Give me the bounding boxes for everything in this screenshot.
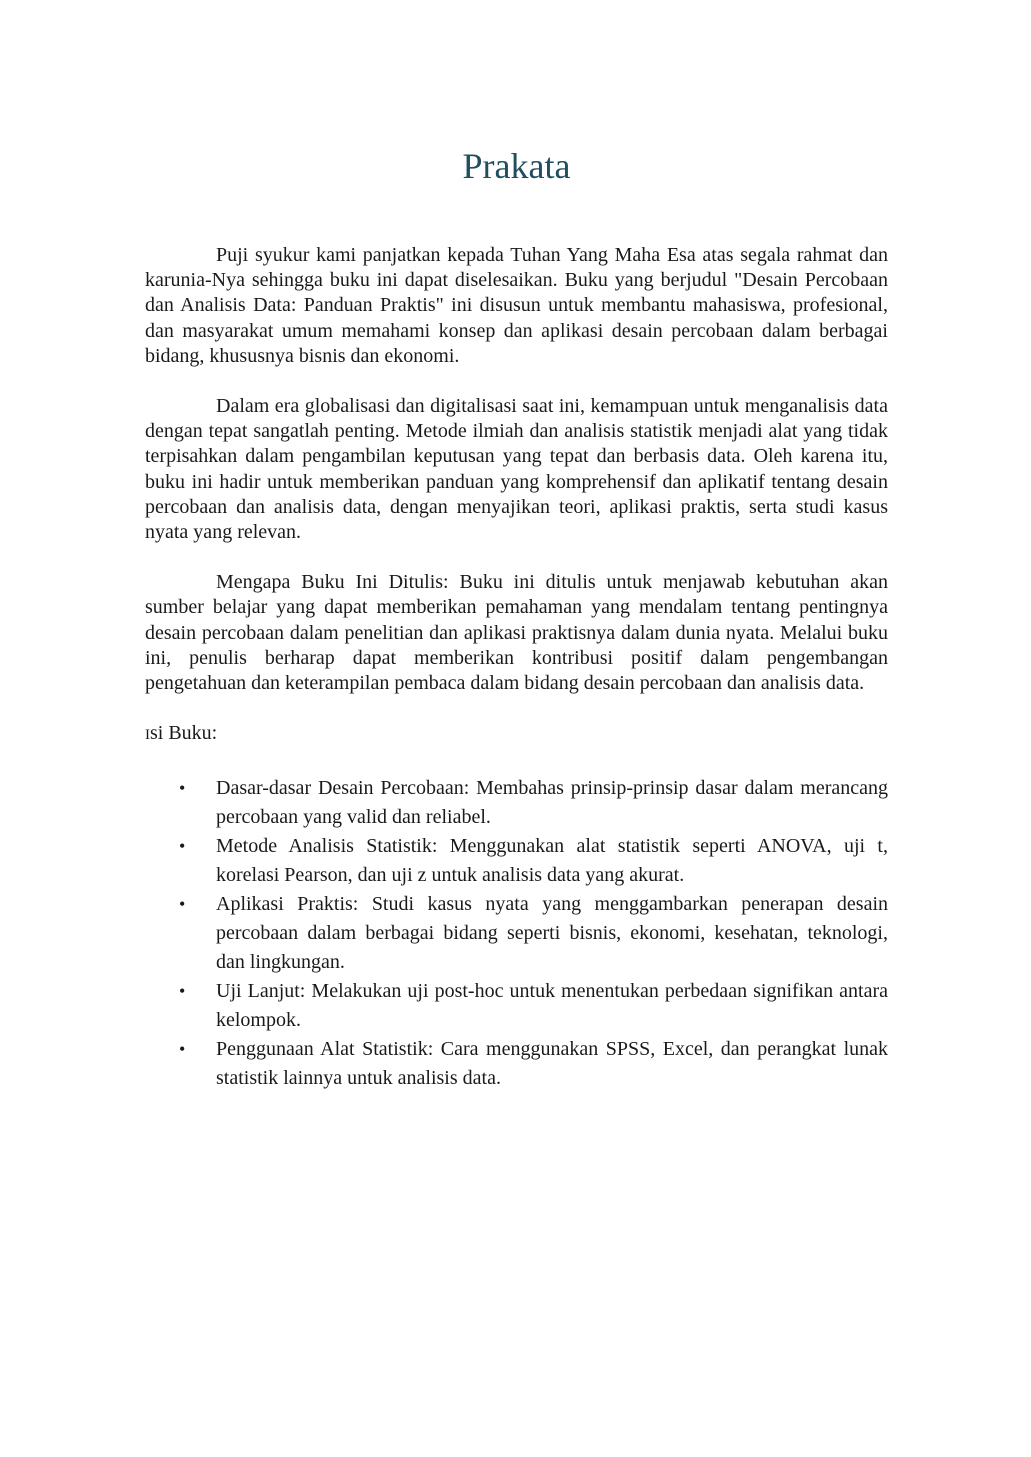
list-item-text: Uji Lanjut: Melakukan uji post-hoc untuk menentukan perbedaan signifikan antara kelompok. xyxy=(216,980,888,1032)
list-item xyxy=(145,977,888,1035)
section-heading-initial: I xyxy=(145,727,150,744)
document-body xyxy=(145,243,888,1093)
list-item-text: Dasar-dasar Desain Percobaan: Membahas prinsip-prinsip dasar dalam merancang percobaan yang valid dan reliabel. xyxy=(216,777,888,829)
contents-list xyxy=(145,774,888,1093)
page-title: Prakata xyxy=(462,146,571,186)
list-item-text: Aplikasi Praktis: Studi kasus nyata yang menggambarkan penerapan desain percobaan dalam berbagai bidang seperti bisnis, ekonomi, kesehatan, teknologi, dan lingkungan. xyxy=(216,893,888,974)
bullet-icon: • xyxy=(179,1039,186,1060)
section-heading-contents xyxy=(145,721,888,748)
paragraph-context: Dalam era globalisasi dan digitalisasi saat ini, kemampuan untuk menganalisis data dengan tepat sangatlah penting. Metode ilmiah dan analisis statistik menjadi alat yang tidak terpisahkan dalam pengambilan keputusan yang tepat dan berbasis data. Oleh karena itu, buku ini hadir untuk memberikan panduan yang komprehensif dan aplikatif tentang desain percobaan dan analisis data, dengan menyajikan teori, aplikasi praktis, serta studi kasus nyata yang relevan. xyxy=(145,395,888,544)
paragraph-purpose: Mengapa Buku Ini Ditulis: Buku ini ditulis untuk menjawab kebutuhan akan sumber belajar yang dapat memberikan pemahaman yang mendalam tentang pentingnya desain percobaan dalam penelitian dan aplikasi praktisnya dalam dunia nyata. Melalui buku ini, penulis berharap dapat memberikan kontribusi positif dalam pengembangan pengetahuan dan keterampilan pembaca dalam bidang desain percobaan dan analisis data. xyxy=(145,571,888,695)
list-item-text: Metode Analisis Statistik: Menggunakan alat statistik seperti ANOVA, uji t, korelasi Pearson, dan uji z untuk analisis data yang akurat. xyxy=(216,835,888,887)
paragraph-intro: Puji syukur kami panjatkan kepada Tuhan Yang Maha Esa atas segala rahmat dan karunia-Nya sehingga buku ini dapat diselesaikan. Buku yang berjudul "Desain Percobaan dan Analisis Data: Panduan Praktis" ini disusun untuk membantu mahasiswa, profesional, dan masyarakat umum memahami konsep dan aplikasi desain percobaan dalam berbagai bidang, khususnya bisnis dan ekonomi. xyxy=(145,244,888,367)
list-item xyxy=(145,890,888,977)
bullet-icon: • xyxy=(179,894,186,915)
list-item-text: Penggunaan Alat Statistik: Cara menggunakan SPSS, Excel, dan perangkat lunak statistik lainnya untuk analisis data. xyxy=(216,1038,888,1090)
bullet-icon: • xyxy=(179,836,186,857)
bullet-icon: • xyxy=(179,981,186,1002)
list-item xyxy=(145,774,888,832)
list-item xyxy=(145,1035,888,1093)
section-heading-rest: si Buku: xyxy=(150,722,218,745)
bullet-icon: • xyxy=(179,778,186,799)
list-item xyxy=(145,832,888,890)
